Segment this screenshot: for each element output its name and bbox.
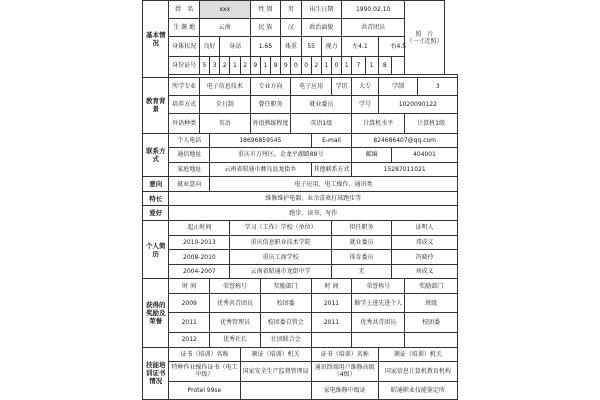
contact-row-1 [143, 133, 458, 148]
intent-row [143, 177, 458, 192]
section-contact: 联系方式 [143, 133, 169, 177]
id-digit: 9 [281, 56, 291, 74]
postcode-label: 邮编 [352, 148, 392, 163]
major-value: 电子信息技术 [199, 77, 250, 95]
resume-cell: 冯晓玲 [391, 250, 457, 265]
awards-cell: 校团委自管会 [260, 313, 311, 332]
skills-row [143, 381, 458, 399]
awards-header-cell: 时 间 [169, 279, 210, 294]
resume-cell: 重庆工商学校 [230, 250, 332, 265]
awards-cell: 优秀管理员 [210, 313, 261, 332]
vision-right: 右4.5 [378, 37, 418, 56]
section-intent: 意向 [143, 177, 169, 192]
awards-cell: 校团委 [405, 313, 458, 332]
id-digit: 0 [301, 56, 311, 74]
awards-cell: 2012 [169, 332, 210, 347]
resume-header-cell: 证明人 [391, 221, 457, 236]
birth-label: 出生日期 [301, 1, 342, 19]
address-value: 重庆市万州区，金龙平湖路88号 [210, 148, 352, 163]
awards-cell: 班级 [405, 294, 458, 313]
skills-header [143, 347, 458, 362]
id-digit: 1 [365, 56, 378, 74]
id-digit: 1 [342, 56, 352, 74]
student-id-value: 1020090122 [378, 95, 457, 113]
id-digit: 2 [240, 56, 250, 74]
id-digit: 1 [260, 56, 270, 74]
direction-value: 电子应用 [291, 77, 332, 95]
resume-cell: 云南省昭通市龙街中学 [230, 264, 332, 279]
home-label: 家庭地址 [169, 162, 210, 177]
awards-cell [405, 332, 458, 347]
hobby-row [143, 206, 458, 221]
photo-box: 照 片 （一寸近照） [405, 1, 445, 75]
resume-cell: 2008-2010 [169, 250, 230, 265]
height-label: 身高 [220, 37, 251, 56]
phone-value: 18696859545 [210, 133, 312, 148]
resume-cell: 体育委员 [332, 250, 392, 265]
length-label: 学制 [378, 77, 418, 95]
edu-row-2 [143, 95, 458, 113]
resume-cell: 2004-2007 [169, 264, 230, 279]
gender-value: 男 [281, 1, 301, 19]
hobby-value: 跑步、读书、写作 [169, 206, 458, 221]
section-resume: 个人简历 [143, 221, 169, 279]
resume-cell: 2010-2013 [169, 235, 230, 250]
section-hobby: 爱好 [143, 206, 169, 221]
computer-value: 计算机1级 [405, 114, 458, 133]
birth-value: 1990.02.10 [342, 1, 405, 19]
vision-left: 左4.1 [342, 37, 379, 56]
home-value: 云南省昭通市彝良县龙街乡 [210, 162, 312, 177]
phone-label: 个人电话 [169, 133, 210, 148]
id-digit: 7 [352, 56, 365, 74]
awards-header [143, 279, 458, 294]
contact-row-2 [143, 148, 458, 163]
skills-cell: 昭通职业技能鉴定所 [378, 381, 457, 399]
awards-cell: 优秀共青团员 [352, 313, 405, 332]
awards-cell: 校团委 [260, 294, 311, 313]
awards-header-cell: 荣誉称号 [352, 279, 405, 294]
id-digit: 3 [210, 56, 220, 74]
email-label: E-mail [311, 133, 352, 148]
skills-cell: 国家安全生产监督管理局 [240, 362, 311, 381]
resume-header-cell: 学习（工作）学校（单位） [230, 221, 332, 236]
specialty-value: 维修维护电器，业余喜欢打球跑步等 [169, 191, 458, 206]
resume-header [143, 221, 458, 236]
id-digit: 9 [250, 56, 260, 74]
awards-row [143, 332, 458, 347]
lang-value: 英语 [199, 114, 250, 133]
resume-cell: 无 [332, 264, 392, 279]
id-digit: 9 [271, 56, 281, 74]
awards-row [143, 294, 458, 313]
name-label: 姓 名 [169, 1, 199, 19]
basic-row-1 [143, 1, 458, 19]
awards-cell [352, 332, 405, 347]
skills-cell: 家电维修中级证 [311, 381, 378, 399]
weight-label: 体重 [281, 37, 301, 56]
health-label: 身体状况 [169, 37, 199, 56]
section-skills: 技能培训证书情况 [143, 347, 169, 399]
student-id-label: 学号 [352, 95, 378, 113]
awards-cell: 优秀社长 [210, 332, 261, 347]
section-awards: 获得的奖励及荣誉 [143, 279, 169, 347]
awards-cell: 2009 [169, 294, 210, 313]
mode-value: 全日制 [199, 95, 250, 113]
major-label: 所学专业 [169, 77, 199, 95]
id-digit: 8 [378, 56, 391, 74]
name-value: xxx [199, 1, 250, 19]
awards-cell: 社团联合会 [260, 332, 311, 347]
resume-row [143, 250, 458, 265]
skills-header-cell: 颁证（培训）机关 [240, 347, 311, 362]
resume-header-cell: 起止时间 [169, 221, 230, 236]
resume-header-cell: 担任职务 [332, 221, 392, 236]
awards-header-cell: 奖励部门 [405, 279, 458, 294]
post-value: 就业委员 [291, 95, 352, 113]
awards-row [143, 313, 458, 332]
resume-row [143, 264, 458, 279]
lang-label: 外语种类 [169, 114, 199, 133]
id-digit: 1 [230, 56, 240, 74]
skills-row [143, 362, 458, 381]
id-label: 身份证号 [169, 56, 199, 74]
awards-cell: 2011 [169, 313, 210, 332]
height-value: 1.65 [250, 37, 280, 56]
vision-label: 视力 [321, 37, 341, 56]
section-education: 教育背景 [143, 77, 169, 133]
id-digit: 5 [199, 56, 209, 74]
resume-cell: 刘成义 [391, 264, 457, 279]
origin-value: 云南 [199, 19, 250, 37]
lang-level-label: 外语熟练程度 [250, 114, 291, 133]
ethnic-value: 汉 [281, 19, 301, 37]
specialty-row [143, 191, 458, 206]
edu-row-3 [143, 114, 458, 133]
weight-value: 55 [301, 37, 321, 56]
gender-label: 性 别 [250, 1, 280, 19]
health-value: 良好 [199, 37, 219, 56]
direction-label: 专业方向 [250, 77, 291, 95]
postcode-value: 404001 [391, 148, 457, 163]
resume-cell: 邓成义 [391, 235, 457, 250]
id-digit: 0 [291, 56, 301, 74]
resume-cell: 就业委员 [332, 235, 392, 250]
post-label: 曾任职务 [250, 95, 291, 113]
ethnic-label: 民 族 [250, 19, 280, 37]
edu-row-1 [143, 77, 458, 95]
skills-cell: 特种作业操作证书（电工中级） [169, 362, 240, 381]
skills-cell: 通讯终端用户维修高级（4级） [311, 362, 378, 381]
skills-cell: 国家信息计算机教育机构 [378, 362, 457, 381]
id-digit: 2 [220, 56, 230, 74]
lang-level-value: 英语1级 [291, 114, 352, 133]
skills-cell: Protel 99se [169, 381, 240, 399]
computer-label: 计算机水平 [352, 114, 405, 133]
contact-row-3 [143, 162, 458, 177]
other-contact-value: 15287011021 [352, 162, 458, 177]
resume-cell: 重庆信息职业技术学院 [230, 235, 332, 250]
origin-label: 生 源 地 [169, 19, 199, 37]
awards-header-cell: 时 间 [311, 279, 352, 294]
other-contact-label: 其他联系方式 [311, 162, 352, 177]
skills-header-cell: 证书（培训）名称 [311, 347, 378, 362]
email-value: 824686407@qq.com [352, 133, 458, 148]
id-digit: 0 [332, 56, 342, 74]
length-value: 3 [418, 77, 458, 95]
awards-cell: 2011 [311, 313, 352, 332]
id-digit: 2 [311, 56, 321, 74]
id-digit: 1 [321, 56, 331, 74]
address-label: 通信地址 [169, 148, 210, 163]
awards-cell: 优秀共青团员 [210, 294, 261, 313]
skills-header-cell: 证书（培训）名称 [169, 347, 240, 362]
mode-label: 培养方式 [169, 95, 199, 113]
degree-label: 学历 [332, 77, 352, 95]
section-basic: 基本情况 [143, 1, 169, 78]
skills-cell [240, 381, 311, 399]
awards-cell [311, 332, 352, 347]
job-intent-label: 就业意向 [169, 177, 210, 192]
resume-form-table [142, 0, 458, 400]
awards-cell: 2011 [311, 294, 352, 313]
politics-value: 共青团员 [342, 19, 405, 37]
awards-header-cell: 奖励部门 [260, 279, 311, 294]
job-intent-value: 电子应用、电工操作、通讯类 [210, 177, 458, 192]
awards-cell: 勤学上进先进个人 [352, 294, 405, 313]
resume-row [143, 235, 458, 250]
skills-header-cell: 颁证（培训）机关 [378, 347, 457, 362]
awards-header-cell: 荣誉称号 [210, 279, 261, 294]
politics-label: 政治面貌 [301, 19, 342, 37]
section-specialty: 特长 [143, 191, 169, 206]
degree-value: 大专 [352, 77, 378, 95]
